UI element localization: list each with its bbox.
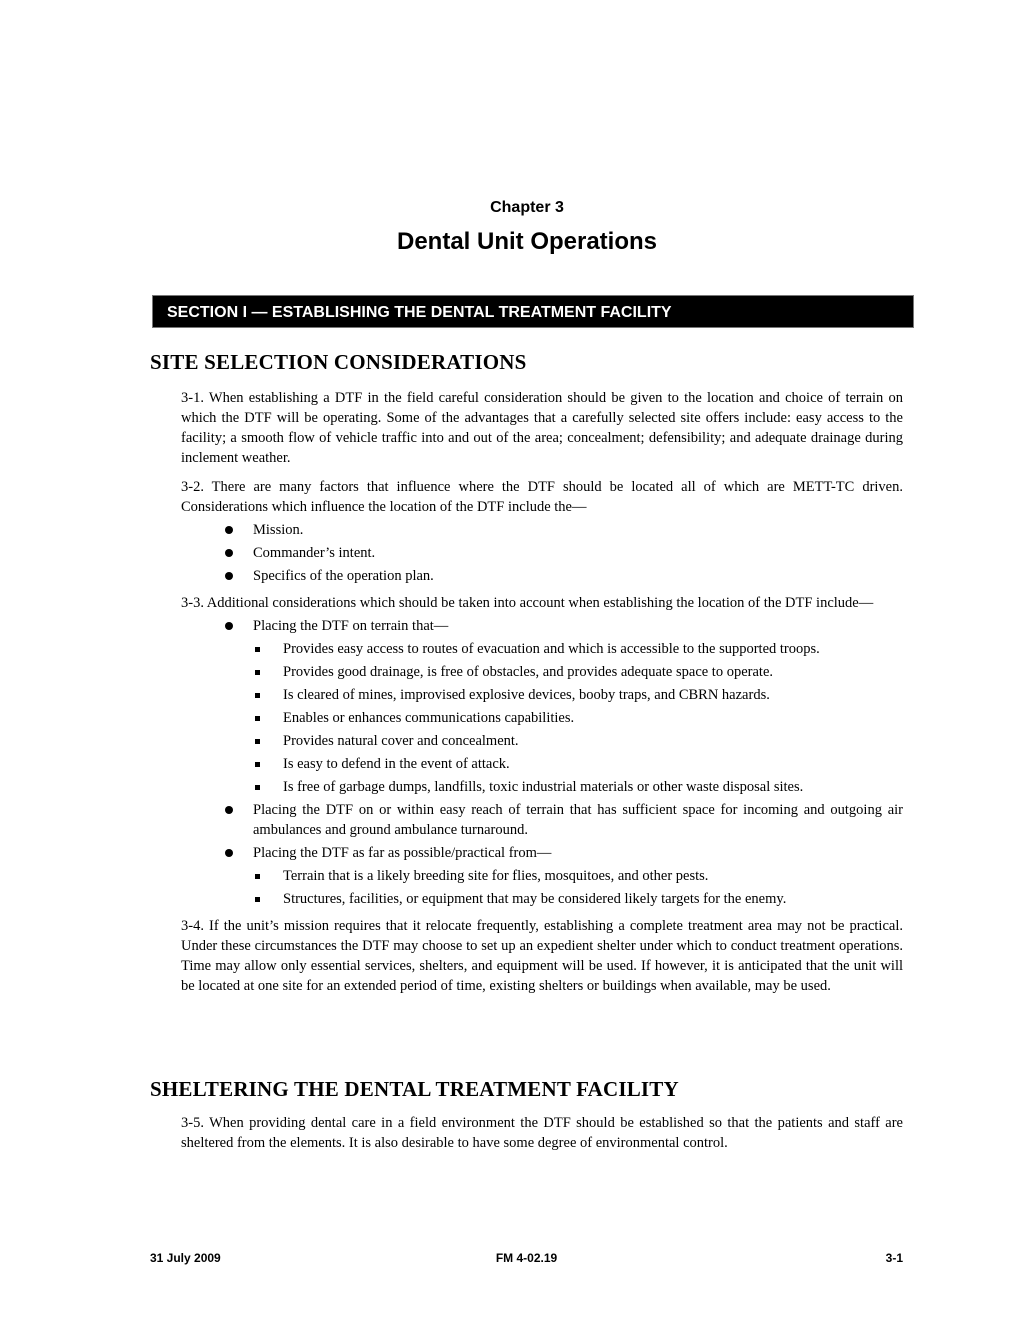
sub-list-item: Enables or enhances communications capabilities.	[253, 708, 903, 728]
influence-list	[181, 520, 903, 586]
sub-list-item: Is easy to defend in the event of attack.	[253, 754, 903, 774]
sheltering-body	[181, 1113, 903, 1162]
bullet-square-icon	[255, 874, 260, 879]
distance-sublist	[253, 866, 903, 909]
sub-list-item: Is free of garbage dumps, landfills, toxic industrial materials or other waste disposal sites.	[253, 777, 903, 797]
chapter-title: Dental Unit Operations	[396, 228, 658, 255]
paragraph-3-4: 3-4. If the unit’s mission requires that it relocate frequently, establishing a complete treatment area may not be practical. Under these circumstances the DTF may choose to set up an expedient shelter under which to conduct treatment operations. Time may allow only essential services, shelters, and equipment will be used. If however, it is anticipated that the unit will be located at one site for an extended period of time, existing shelters or buildings when available, may be used.	[181, 918, 903, 994]
footer-page-number: 3-1	[885, 1251, 903, 1265]
bullet-dot-icon	[225, 549, 233, 557]
bullet-square-icon	[255, 716, 260, 721]
paragraph-3-3: 3-3. Additional considerations which should be taken into account when establishing the location of the DTF include—	[181, 595, 874, 611]
bullet-square-icon	[255, 647, 260, 652]
page-footer	[150, 1251, 903, 1269]
site-selection-body	[181, 388, 903, 1005]
paragraph-3-2: 3-2. There are many factors that influence where the DTF should be located all of which are METT-TC driven. Considerations which influence the location of the DTF include the—	[181, 479, 903, 515]
bullet-square-icon	[255, 897, 260, 902]
sub-list-item: Provides good drainage, is free of obstacles, and provides adequate space to operate.	[253, 662, 903, 682]
bullet-square-icon	[255, 785, 260, 790]
sub-list-item: Structures, facilities, or equipment that may be considered likely targets for the enemy.	[253, 889, 903, 909]
sub-list-item: Is cleared of mines, improvised explosive devices, booby traps, and CBRN hazards.	[253, 685, 903, 705]
list-item: Placing the DTF on or within easy reach of terrain that has sufficient space for incoming and outgoing air ambulances and ground ambulance turnaround.	[181, 800, 903, 840]
terrain-sublist	[253, 639, 903, 797]
sub-list-item: Terrain that is a likely breeding site for flies, mosquitoes, and other pests.	[253, 866, 903, 886]
paragraph-3-5: 3-5. When providing dental care in a field environment the DTF should be established so that the patients and staff are sheltered from the elements. It is also desirable to have some degree of environmental control.	[181, 1115, 903, 1151]
bullet-dot-icon	[225, 572, 233, 580]
footer-publication: FM 4-02.19	[495, 1251, 558, 1265]
site-selection-heading: SITE SELECTION CONSIDERATIONS	[150, 350, 527, 374]
footer-date: 31 July 2009	[150, 1251, 221, 1265]
bullet-dot-icon	[225, 849, 233, 857]
list-item: Placing the DTF on terrain that— Provides easy access to routes of evacuation and which is accessible to the supported troops. Provides good drainage, is free of obstacles, and provides adequate space to operate. Is cleared of mines, improvised explosive devices, booby traps, and CBRN hazards. Enables or enhances communications capabilities. Provides natural cover and concealment. Is easy to defend in the event of attack. Is free of garbage dumps, landfills, toxic industrial materials or other waste disposal sites.	[181, 616, 903, 797]
sub-list-item: Provides easy access to routes of evacuation and which is accessible to the supported troops.	[253, 639, 903, 659]
bullet-dot-icon	[225, 622, 233, 630]
list-item: Mission.	[181, 520, 903, 540]
bullet-square-icon	[255, 693, 260, 698]
bullet-square-icon	[255, 670, 260, 675]
bullet-dot-icon	[225, 526, 233, 534]
chapter-number: Chapter 3	[490, 199, 564, 216]
section-banner: SECTION I — ESTABLISHING THE DENTAL TREATMENT FACILITY	[152, 295, 914, 328]
list-item: Placing the DTF as far as possible/practical from— Terrain that is a likely breeding site for flies, mosquitoes, and other pests. Structures, facilities, or equipment that may be considered likely targets for the enemy.	[181, 843, 903, 909]
sheltering-heading: SHELTERING THE DENTAL TREATMENT FACILITY	[150, 1077, 679, 1101]
bullet-square-icon	[255, 762, 260, 767]
list-item: Specifics of the operation plan.	[181, 566, 903, 586]
paragraph-3-1: 3-1. When establishing a DTF in the field careful consideration should be given to the location and choice of terrain on which the DTF will be operating. Some of the advantages that a carefully selected site offers include: easy access to the facility; a smooth flow of vehicle traffic into and out of the area; concealment; defensibility; and adequate drainage during inclement weather.	[181, 390, 903, 466]
list-item: Commander’s intent.	[181, 543, 903, 563]
bullet-square-icon	[255, 739, 260, 744]
bullet-dot-icon	[225, 806, 233, 814]
additional-considerations-list	[181, 616, 903, 909]
sub-list-item: Provides natural cover and concealment.	[253, 731, 903, 751]
